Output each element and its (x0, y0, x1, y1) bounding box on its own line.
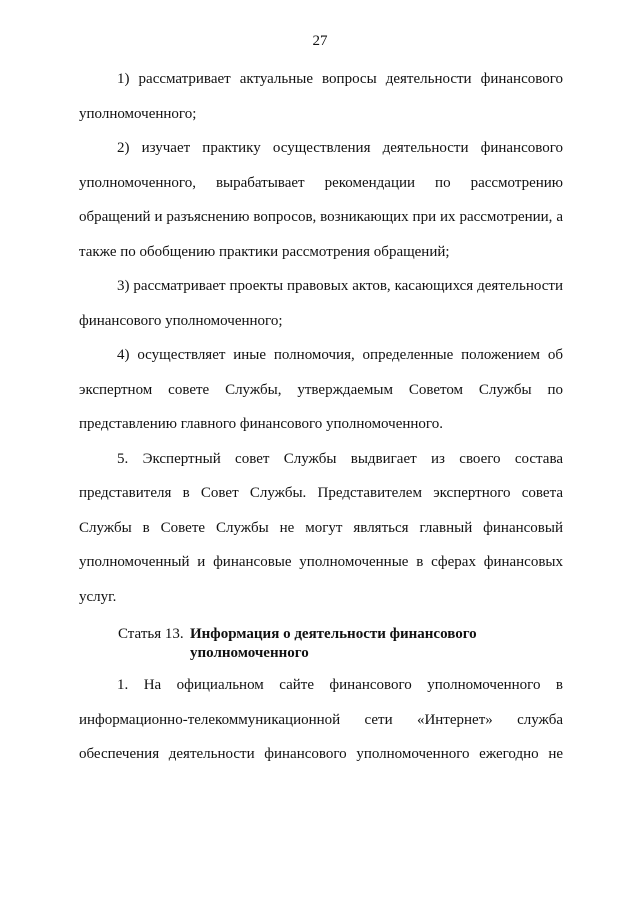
paragraph-item-4: 4) осуществляет иные полномочия, определенные положением об экспертном совете Службы, утверждаемым Советом Службы по представлению главного финансового уполномоченного. (79, 347, 563, 432)
article-title: Информация о деятельности финансового уполномоченного (190, 626, 477, 661)
document-body (79, 62, 563, 614)
article-heading (118, 625, 490, 663)
paragraph-item-2: 2) изучает практику осуществления деятельности финансового уполномоченного, вырабатывает рекомендации по рассмотрению обращений и разъяснению вопросов, возникающих при их рассмотрении, а также по обобщению практики рассмотрения обращений; (79, 140, 563, 260)
page-number: 27 (312, 33, 328, 49)
paragraph-5: 5. Экспертный совет Службы выдвигает из своего состава представителя в Совет Службы. Представителем экспертного совета Службы в Совете Службы не могут являться главный финансовый уполномоченный и финансовые уполномоченные в сферах финансовых услуг. (79, 450, 563, 605)
paragraph-item-3: 3) рассматривает проекты правовых актов, касающихся деятельности финансового уполномоченного; (79, 278, 563, 329)
article-number: Статья 13. (118, 626, 184, 642)
paragraph-item-1: 1) рассматривает актуальные вопросы деятельности финансового уполномоченного; (79, 71, 563, 122)
article-paragraph-1: 1. На официальном сайте финансового уполномоченного в информационно-телекоммуникационной сети «Интернет» служба обеспечения деятельности финансового уполномоченного ежегодно не (79, 677, 563, 762)
article-body (79, 668, 563, 772)
